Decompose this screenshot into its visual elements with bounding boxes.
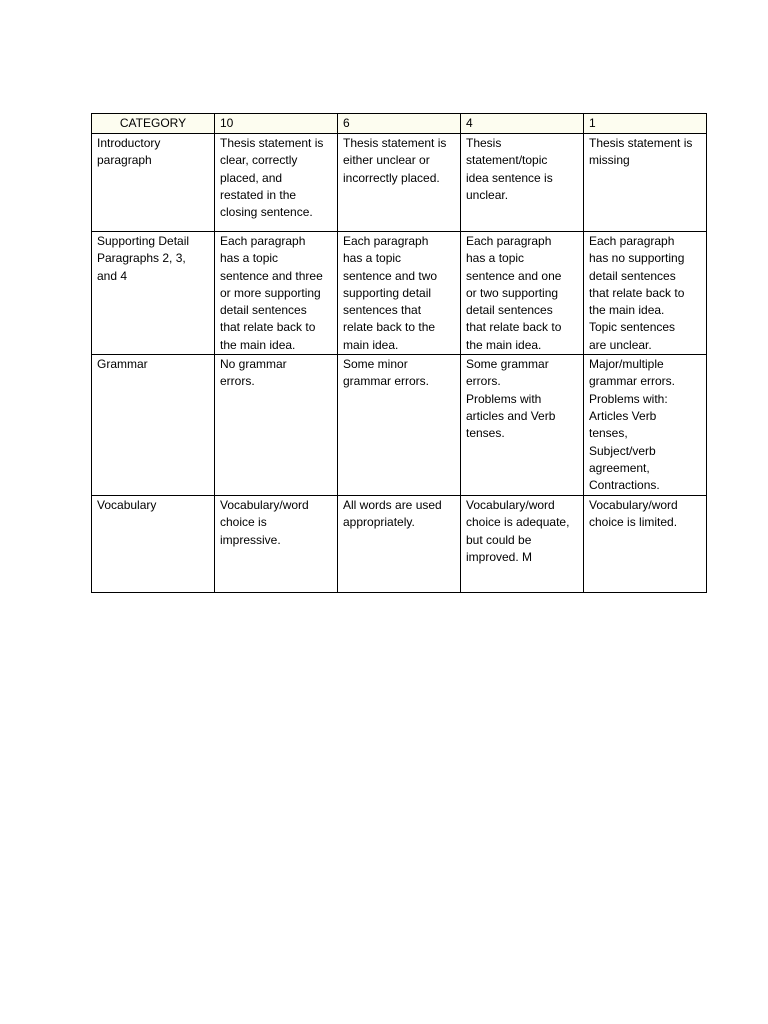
header-score-10: 10	[215, 114, 338, 134]
category-cell: Vocabulary	[92, 496, 215, 593]
criteria-cell: Vocabulary/word choice is limited.	[584, 496, 707, 593]
criteria-cell: All words are used appropriately.	[338, 496, 461, 593]
rubric-table	[91, 113, 707, 593]
table-row-grammar	[92, 355, 707, 496]
criteria-cell: Each paragraph has a topic sentence and two supporting detail sentences that relate back to the main idea.	[338, 232, 461, 355]
criteria-cell: Some grammar errors. Problems with articles and Verb tenses.	[461, 355, 584, 496]
header-score-1: 1	[584, 114, 707, 134]
criteria-cell: Each paragraph has a topic sentence and one or two supporting detail sentences that relate back to the main idea.	[461, 232, 584, 355]
category-cell: Supporting Detail Paragraphs 2, 3, and 4	[92, 232, 215, 355]
table-row-introductory	[92, 134, 707, 232]
table-row-vocabulary	[92, 496, 707, 593]
criteria-cell: Major/multiple grammar errors. Problems with: Articles Verb tenses, Subject/verb agreement, Contractions.	[584, 355, 707, 496]
criteria-cell: Each paragraph has no supporting detail sentences that relate back to the main idea. Topic sentences are unclear.	[584, 232, 707, 355]
criteria-cell: Thesis statement is clear, correctly placed, and restated in the closing sentence.	[215, 134, 338, 232]
header-category: CATEGORY	[92, 114, 215, 134]
criteria-cell: No grammar errors.	[215, 355, 338, 496]
criteria-cell: Thesis statement is missing	[584, 134, 707, 232]
header-row	[92, 114, 707, 134]
category-cell: Introductory paragraph	[92, 134, 215, 232]
criteria-cell: Some minor grammar errors.	[338, 355, 461, 496]
criteria-cell: Vocabulary/word choice is impressive.	[215, 496, 338, 593]
header-score-4: 4	[461, 114, 584, 134]
criteria-cell: Each paragraph has a topic sentence and three or more supporting detail sentences that relate back to the main idea.	[215, 232, 338, 355]
criteria-cell: Thesis statement/topic idea sentence is unclear.	[461, 134, 584, 232]
criteria-cell: Vocabulary/word choice is adequate, but could be improved. M	[461, 496, 584, 593]
table-row-supporting-detail	[92, 232, 707, 355]
header-score-6: 6	[338, 114, 461, 134]
category-cell: Grammar	[92, 355, 215, 496]
criteria-cell: Thesis statement is either unclear or incorrectly placed.	[338, 134, 461, 232]
